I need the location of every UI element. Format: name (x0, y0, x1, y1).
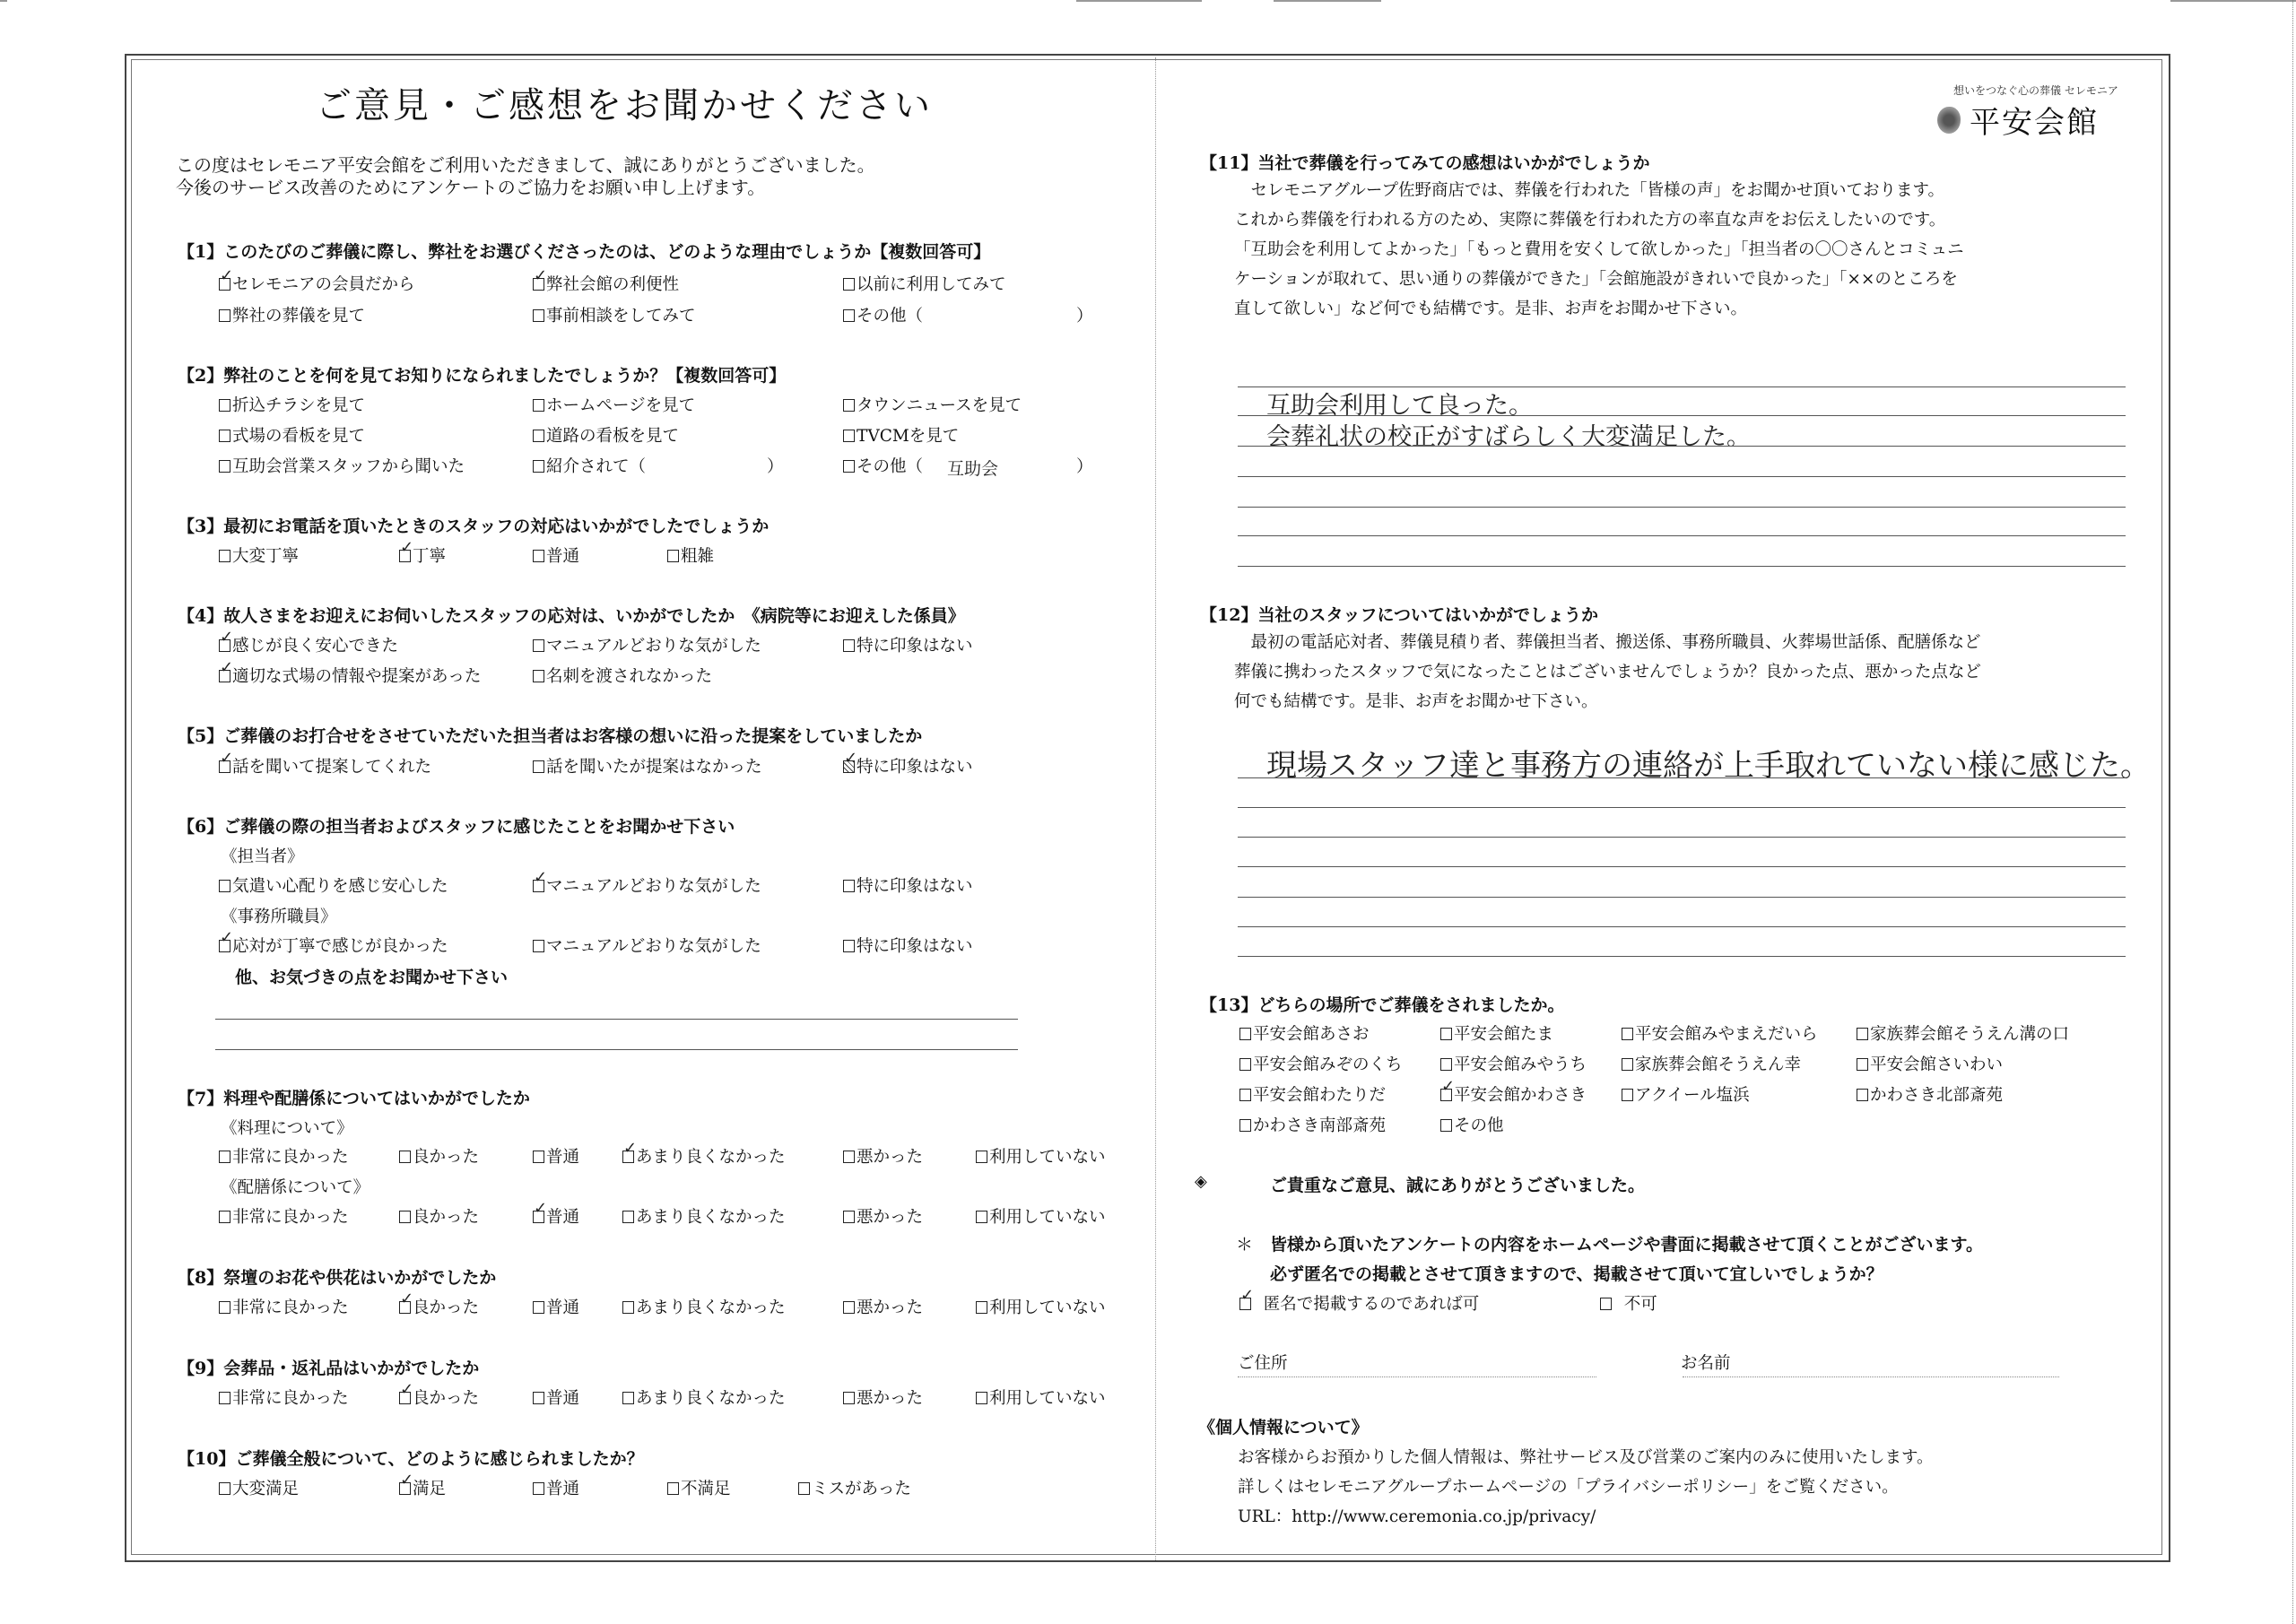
q4-option[interactable]: マニュアルどおりな気がした (533, 633, 761, 656)
checkbox-checked[interactable] (399, 1301, 411, 1314)
checkbox-checked[interactable] (219, 639, 230, 652)
q2-other-handwritten: 互助会 (947, 459, 999, 479)
q11-answer-line[interactable] (1238, 535, 2126, 536)
q12-answer-line[interactable] (1238, 777, 2126, 778)
q13-option[interactable]: 平安会館さいわい (1857, 1052, 2003, 1075)
name-label: お名前 (1681, 1354, 1731, 1373)
fold-line (1155, 57, 1156, 1560)
q12-answer-line[interactable] (1238, 866, 2126, 867)
q12-answer-line[interactable] (1238, 897, 2126, 898)
q9-option[interactable]: ✓ 良かった (399, 1385, 479, 1409)
checkbox[interactable] (976, 1301, 987, 1314)
checkbox-checked[interactable] (622, 1151, 634, 1163)
q13-option[interactable]: アクイール塩浜 (1622, 1082, 1750, 1106)
q6-option[interactable]: ✓応対が丁寧で感じが良かった (219, 934, 448, 957)
checkbox[interactable] (219, 1392, 230, 1404)
q7-option[interactable]: 非常に良かった (219, 1204, 349, 1228)
checkbox[interactable] (533, 430, 544, 442)
checkbox[interactable] (843, 940, 855, 952)
intro-line-2: 今後のサービス改善のためにアンケートのご協力をお願い申し上げます。 (176, 177, 766, 198)
checkbox[interactable] (219, 1151, 230, 1163)
checkbox[interactable] (843, 460, 855, 473)
q10-option[interactable]: ✓ 満足 (399, 1476, 446, 1499)
question-3-label: 【3】最初にお電話を頂いたときのスタッフの対応はいかがでしたでしょうか (178, 517, 770, 536)
q2-paren-close: ） (1076, 457, 1093, 476)
privacy-line-1: お客様からお預かりした個人情報は、弊社サービス及び営業のご案内のみに使用いたします。 (1238, 1448, 1934, 1467)
q9-option[interactable]: 非常に良かった (219, 1385, 349, 1409)
q1-option[interactable]: 弊社の葬儀を見て (219, 303, 365, 326)
q2-option[interactable]: タウンニュースを見て (843, 393, 1022, 416)
privacy-line-2: 詳しくはセレモニアグループホームページの「プライバシーポリシー」をご覧ください。 (1238, 1478, 1899, 1497)
q13-option[interactable]: かわさき南部斎苑 (1239, 1113, 1386, 1136)
logo (1937, 83, 2118, 142)
q8-option[interactable]: ✓ 良かった (399, 1295, 479, 1318)
q7-option[interactable]: 良かった (399, 1204, 479, 1228)
q1-option[interactable]: 事前相談をしてみて (533, 303, 696, 326)
q10-option[interactable]: ミスがあった (798, 1476, 911, 1499)
checkbox[interactable] (1622, 1089, 1633, 1101)
q8-option[interactable]: 非常に良かった (219, 1295, 349, 1318)
q3-option[interactable]: ✓ 丁寧 (399, 543, 446, 567)
question-2-label: 【2】弊社のことを何を見てお知りになられましたでしょうか？【複数回答可】 (178, 366, 787, 386)
question-1-label: 【1】このたびのご葬儀に際し、弊社をお選びくださったのは、どのような理由でしょうか【複数回答可】 (178, 242, 991, 262)
publish-consent-text-2: 必ず匿名での掲載とさせて頂きますので、掲載させて頂いて宜しいでしょうか？ (1270, 1264, 1883, 1284)
q11-answer-line[interactable] (1238, 476, 2126, 477)
checkbox-checked[interactable] (533, 278, 544, 291)
q6-group-staff: 《担当者》 (221, 847, 304, 866)
checkbox[interactable] (843, 1151, 855, 1163)
privacy-heading: 《個人情報について》 (1198, 1418, 1369, 1437)
q12-answer: 現場スタッフ達と事務方の連絡が上手取れていない様に感じた。 (1266, 748, 2151, 784)
checkbox-checked[interactable] (399, 550, 411, 562)
q7-option[interactable]: 利用していない (976, 1144, 1106, 1168)
q10-option[interactable]: 不満足 (667, 1476, 731, 1499)
checkbox[interactable] (1440, 1028, 1452, 1040)
q4-option[interactable]: ✓感じが良く安心できた (219, 633, 398, 656)
checkbox[interactable] (843, 399, 855, 412)
checkbox[interactable] (219, 460, 230, 473)
q1-option[interactable]: 以前に利用してみて (843, 272, 1006, 295)
question-7-label: 【7】料理や配膳係についてはいかがでしたか (178, 1089, 530, 1108)
q6-option[interactable]: マニュアルどおりな気がした (533, 934, 761, 957)
address-label: ご住所 (1238, 1354, 1288, 1373)
intro-line-1: この度はセレモニア平安会館をご利用いただきまして、誠にありがとうございました。 (176, 154, 875, 176)
q2-option[interactable]: 折込チラシを見て (219, 393, 365, 416)
scan-edge-mark (0, 0, 7, 2)
q1-option[interactable]: その他（ (843, 303, 923, 326)
checkbox[interactable] (533, 550, 544, 562)
checkbox[interactable] (843, 309, 855, 322)
q7-option[interactable]: 利用していない (976, 1204, 1106, 1228)
checkbox[interactable] (667, 550, 679, 562)
checkbox[interactable] (798, 1482, 810, 1495)
q6-comment-line[interactable] (215, 1049, 1018, 1050)
checkbox-checked[interactable] (1440, 1089, 1452, 1101)
checkbox[interactable] (1239, 1119, 1251, 1132)
q12-description: 最初の電話応対者、葬儀見積り者、葬儀担当者、搬送係、事務所職員、火葬場世話係、配膳係など 葬儀に携わったスタッフで気になったことはございませんでしょうか？良かった点、悪かった点など 何でも結構です。是非、お声をお聞かせ下さい。 (1234, 633, 1981, 711)
q1-paren-close: ） (1076, 307, 1093, 326)
privacy-url-link[interactable]: URL：http://www.ceremonia.co.jp/privacy/ (1238, 1507, 1596, 1526)
q7-group-serving: 《配膳係について》 (221, 1178, 370, 1197)
checkbox[interactable] (533, 760, 544, 773)
question-10-label: 【10】ご葬儀全般について、どのように感じられましたか？ (178, 1449, 644, 1469)
q7-option[interactable]: 普通 (533, 1144, 579, 1168)
checkbox[interactable] (843, 1211, 855, 1223)
checkbox[interactable] (667, 1482, 679, 1495)
q9-option[interactable]: 普通 (533, 1385, 579, 1409)
q6-option[interactable]: 特に印象はない (843, 873, 973, 897)
checkbox[interactable] (1239, 1058, 1251, 1071)
thanks-message: ご貴重なご意見、誠にありがとうございました。 (1270, 1176, 1646, 1195)
checkbox[interactable] (399, 1211, 411, 1223)
q13-option[interactable]: 平安会館たま (1440, 1021, 1553, 1045)
name-field[interactable] (1683, 1376, 2059, 1377)
question-8-label: 【8】祭壇のお花や供花はいかがでしたか (178, 1268, 497, 1288)
question-9-label: 【9】会葬品・返礼品はいかがでしたか (178, 1359, 480, 1378)
checkbox[interactable] (219, 1301, 230, 1314)
scan-edge-mark (1076, 0, 1202, 2)
publish-option-decline[interactable]: 不可 (1600, 1291, 1657, 1315)
checkbox[interactable] (219, 430, 230, 442)
q8-option[interactable]: 利用していない (976, 1295, 1106, 1318)
logo-name: 平安会館 (1970, 105, 2099, 141)
scan-edge-mark (1274, 0, 1381, 2)
q2-option[interactable]: ホームページを見て (533, 393, 695, 416)
checkbox[interactable] (1440, 1119, 1452, 1132)
q5-option[interactable]: ✓話を聞いて提案してくれた (219, 754, 431, 777)
checkbox[interactable] (843, 430, 855, 442)
checkbox-crossed-out[interactable] (843, 760, 855, 773)
logo-tagline: 想いをつなぐ心の葬儀 セレモニア (1953, 84, 2118, 97)
q1-option[interactable]: ✓セレモニアの会員だから (219, 272, 415, 295)
checkbox-checked[interactable] (399, 1482, 411, 1495)
q11-answer-line[interactable] (1238, 566, 2126, 567)
q9-option[interactable]: 悪かった (843, 1385, 923, 1409)
q3-option[interactable]: 粗雑 (667, 543, 714, 567)
q12-answer-line[interactable] (1238, 956, 2126, 957)
checkbox[interactable] (976, 1211, 987, 1223)
q2-option[interactable]: TVCMを見て (843, 423, 959, 447)
checkbox[interactable] (1239, 1089, 1251, 1101)
q2-option[interactable]: 式場の看板を見て (219, 423, 365, 447)
checkbox-checked[interactable] (219, 940, 230, 952)
q10-option[interactable]: 普通 (533, 1476, 579, 1499)
publish-consent-text-1: 皆様から頂いたアンケートの内容をホームページや書面に掲載させて頂くことがございます。 (1270, 1235, 1983, 1255)
q10-option[interactable]: 大変満足 (219, 1476, 299, 1499)
question-6-label: 【6】ご葬儀の際の担当者およびスタッフに感じたことをお聞かせ下さい (178, 817, 735, 837)
checkbox[interactable] (533, 1301, 544, 1314)
checkbox[interactable] (976, 1392, 987, 1404)
checkbox[interactable] (533, 460, 544, 473)
q9-option[interactable]: 利用していない (976, 1385, 1106, 1409)
q7-option[interactable]: 悪かった (843, 1204, 923, 1228)
q6-comment-line[interactable] (215, 1019, 1018, 1020)
asterisk-icon: ＊ (1236, 1235, 1254, 1255)
q13-option[interactable]: 平安会館みやまえだいら (1622, 1021, 1818, 1045)
q11-description: セレモニアグループ佐野商店では、葬儀を行われた「皆様の声」をお聞かせ頂いております。 これから葬儀を行われる方のため、実際に葬儀を行われた方の率直な声をお伝えしたいのです。 「互助会を利用してよかった」「もっと費用を安くして欲しかった」「担当者の〇〇さんとコミュニ ケーションが取れて、思い通りの葬儀ができた」「会館施設がきれいで良かった」「××のところを 直して欲しい」など何でも結構です。是非、お声をお聞かせ下さい。 (1234, 181, 1964, 318)
q2-option[interactable]: 道路の看板を見て (533, 423, 679, 447)
q7-option[interactable]: ✓ 普通 (533, 1204, 579, 1228)
q6-option[interactable]: ✓ マニュアルどおりな気がした (533, 873, 761, 897)
checkbox[interactable] (843, 880, 855, 892)
q9-option[interactable]: あまり良くなかった (622, 1385, 786, 1409)
checkbox[interactable] (1857, 1089, 1868, 1101)
q2-paren-close: ） (767, 457, 784, 476)
question-12-label: 【12】当社のスタッフについてはいかがでしょうか (1200, 605, 1599, 625)
checkbox[interactable] (219, 550, 230, 562)
q4-option[interactable]: 特に印象はない (843, 633, 973, 656)
question-5-label: 【5】ご葬儀のお打合せをさせていただいた担当者はお客様の想いに沿った提案をしていましたか (178, 726, 923, 746)
checkbox[interactable] (219, 399, 230, 412)
q1-option[interactable]: ✓ 弊社会館の利便性 (533, 272, 679, 295)
question-4-label: 【4】故人さまをお迎えにお伺いしたスタッフの応対は、いかがでしたか 《病院等にお迎えした係員》 (178, 606, 965, 626)
q13-option[interactable]: 平安会館みやうち (1440, 1052, 1587, 1075)
q13-option[interactable]: ✓ 平安会館かわさき (1440, 1082, 1587, 1106)
checkbox-checked[interactable] (219, 670, 230, 682)
question-11-label: 【11】当社で葬儀を行ってみての感想はいかがでしょうか (1200, 153, 1650, 173)
question-13-label: 【13】どちらの場所でご葬儀をされましたか。 (1200, 995, 1565, 1015)
checkbox[interactable] (533, 309, 544, 322)
q5-option[interactable]: 話を聞いたが提案はなかった (533, 754, 762, 777)
q13-option[interactable]: 平安会館みぞのくち (1239, 1052, 1403, 1075)
q6-option[interactable]: 特に印象はない (843, 934, 973, 957)
checkbox[interactable] (1440, 1058, 1452, 1071)
q8-option[interactable]: あまり良くなかった (622, 1295, 786, 1318)
checkbox[interactable] (1857, 1028, 1868, 1040)
checkbox[interactable] (219, 1482, 230, 1495)
checkbox[interactable] (1622, 1028, 1633, 1040)
q13-option[interactable]: 平安会館あさお (1239, 1021, 1370, 1045)
checkbox[interactable] (219, 309, 230, 322)
checkbox[interactable] (843, 639, 855, 652)
checkbox[interactable] (843, 278, 855, 291)
checkbox[interactable] (843, 1301, 855, 1314)
q2-option[interactable]: 互助会営業スタッフから聞いた (219, 454, 465, 477)
q2-option[interactable]: その他（ (843, 454, 923, 477)
q7-group-food: 《料理について》 (221, 1119, 353, 1138)
q3-option[interactable]: 普通 (533, 543, 579, 567)
q12-answer-line[interactable] (1238, 837, 2126, 838)
checkbox-checked[interactable] (533, 880, 544, 892)
checkbox[interactable] (976, 1151, 987, 1163)
q13-option[interactable]: 平安会館わたりだ (1239, 1082, 1386, 1106)
logo-mark-icon (1937, 107, 1961, 134)
q11-answer-line-1: 互助会利用して良った。 (1266, 392, 1533, 420)
q7-option[interactable]: あまり良くなかった (622, 1204, 786, 1228)
q12-answer-line[interactable] (1238, 926, 2126, 927)
checkbox[interactable] (533, 1392, 544, 1404)
q11-answer-line[interactable] (1238, 507, 2126, 508)
checkbox[interactable] (1622, 1058, 1633, 1071)
q13-option[interactable]: 家族葬会館そうえん溝の口 (1857, 1021, 2069, 1045)
q13-option[interactable]: かわさき北部斎苑 (1857, 1082, 2003, 1106)
checkbox[interactable] (533, 670, 544, 682)
q3-option[interactable]: 大変丁寧 (219, 543, 299, 567)
diamond-bullet-icon: ◈ (1195, 1172, 1207, 1191)
q4-option[interactable]: 名刺を渡されなかった (533, 664, 712, 687)
q7-option[interactable]: 良かった (399, 1144, 479, 1168)
checkbox[interactable] (1239, 1028, 1251, 1040)
q13-option[interactable]: 家族葬会館そうえん幸 (1622, 1052, 1801, 1075)
checkbox-checked[interactable] (1239, 1298, 1251, 1310)
page-title: ご意見・ご感想をお聞かせください (316, 85, 933, 126)
checkbox[interactable] (1600, 1298, 1612, 1310)
q12-answer-line[interactable] (1238, 807, 2126, 808)
q5-option[interactable]: ✓ 特に印象はない (843, 754, 973, 777)
checkbox[interactable] (622, 1392, 634, 1404)
address-field[interactable] (1238, 1376, 1596, 1377)
scan-edge-line (2292, 0, 2293, 1624)
checkbox-checked[interactable] (219, 760, 230, 773)
q7-option[interactable]: 悪かった (843, 1144, 923, 1168)
checkbox[interactable] (843, 1392, 855, 1404)
q11-answer-line[interactable] (1238, 415, 2126, 416)
q2-option[interactable]: 紹介されて（ (533, 454, 646, 477)
checkbox[interactable] (533, 399, 544, 412)
checkbox-checked[interactable] (533, 1211, 544, 1223)
q4-option[interactable]: ✓適切な式場の情報や提案があった (219, 664, 481, 687)
q11-answer-line[interactable] (1238, 446, 2126, 447)
checkbox[interactable] (399, 1151, 411, 1163)
scan-edge-mark (2170, 0, 2296, 2)
q11-answer-line-2: 会葬礼状の校正がすばらしく大変満足した。 (1266, 423, 1751, 451)
checkbox[interactable] (219, 880, 230, 892)
q8-option[interactable]: 悪かった (843, 1295, 923, 1318)
q7-option[interactable]: 非常に良かった (219, 1144, 349, 1168)
q8-option[interactable]: 普通 (533, 1295, 579, 1318)
checkbox[interactable] (622, 1301, 634, 1314)
checkbox[interactable] (1857, 1058, 1868, 1071)
checkbox[interactable] (219, 1211, 230, 1223)
q6-group-office: 《事務所職員》 (221, 908, 337, 926)
q7-option[interactable]: ✓ あまり良くなかった (622, 1144, 786, 1168)
q6-option[interactable]: 気遣い心配りを感じ安心した (219, 873, 448, 897)
q13-option[interactable]: その他 (1440, 1113, 1504, 1136)
checkbox[interactable] (533, 1151, 544, 1163)
publish-option-anonymous[interactable]: ✓ 匿名で掲載するのであれば可 (1239, 1291, 1479, 1315)
q6-other-label: 他、お気づきの点をお聞かせ下さい (235, 968, 509, 987)
checkbox-checked[interactable] (399, 1392, 411, 1404)
checkbox[interactable] (533, 940, 544, 952)
checkbox[interactable] (533, 1482, 544, 1495)
checkbox[interactable] (533, 639, 544, 652)
q11-answer-line[interactable] (1238, 386, 2126, 387)
checkbox[interactable] (622, 1211, 634, 1223)
checkbox-checked[interactable] (219, 278, 230, 291)
